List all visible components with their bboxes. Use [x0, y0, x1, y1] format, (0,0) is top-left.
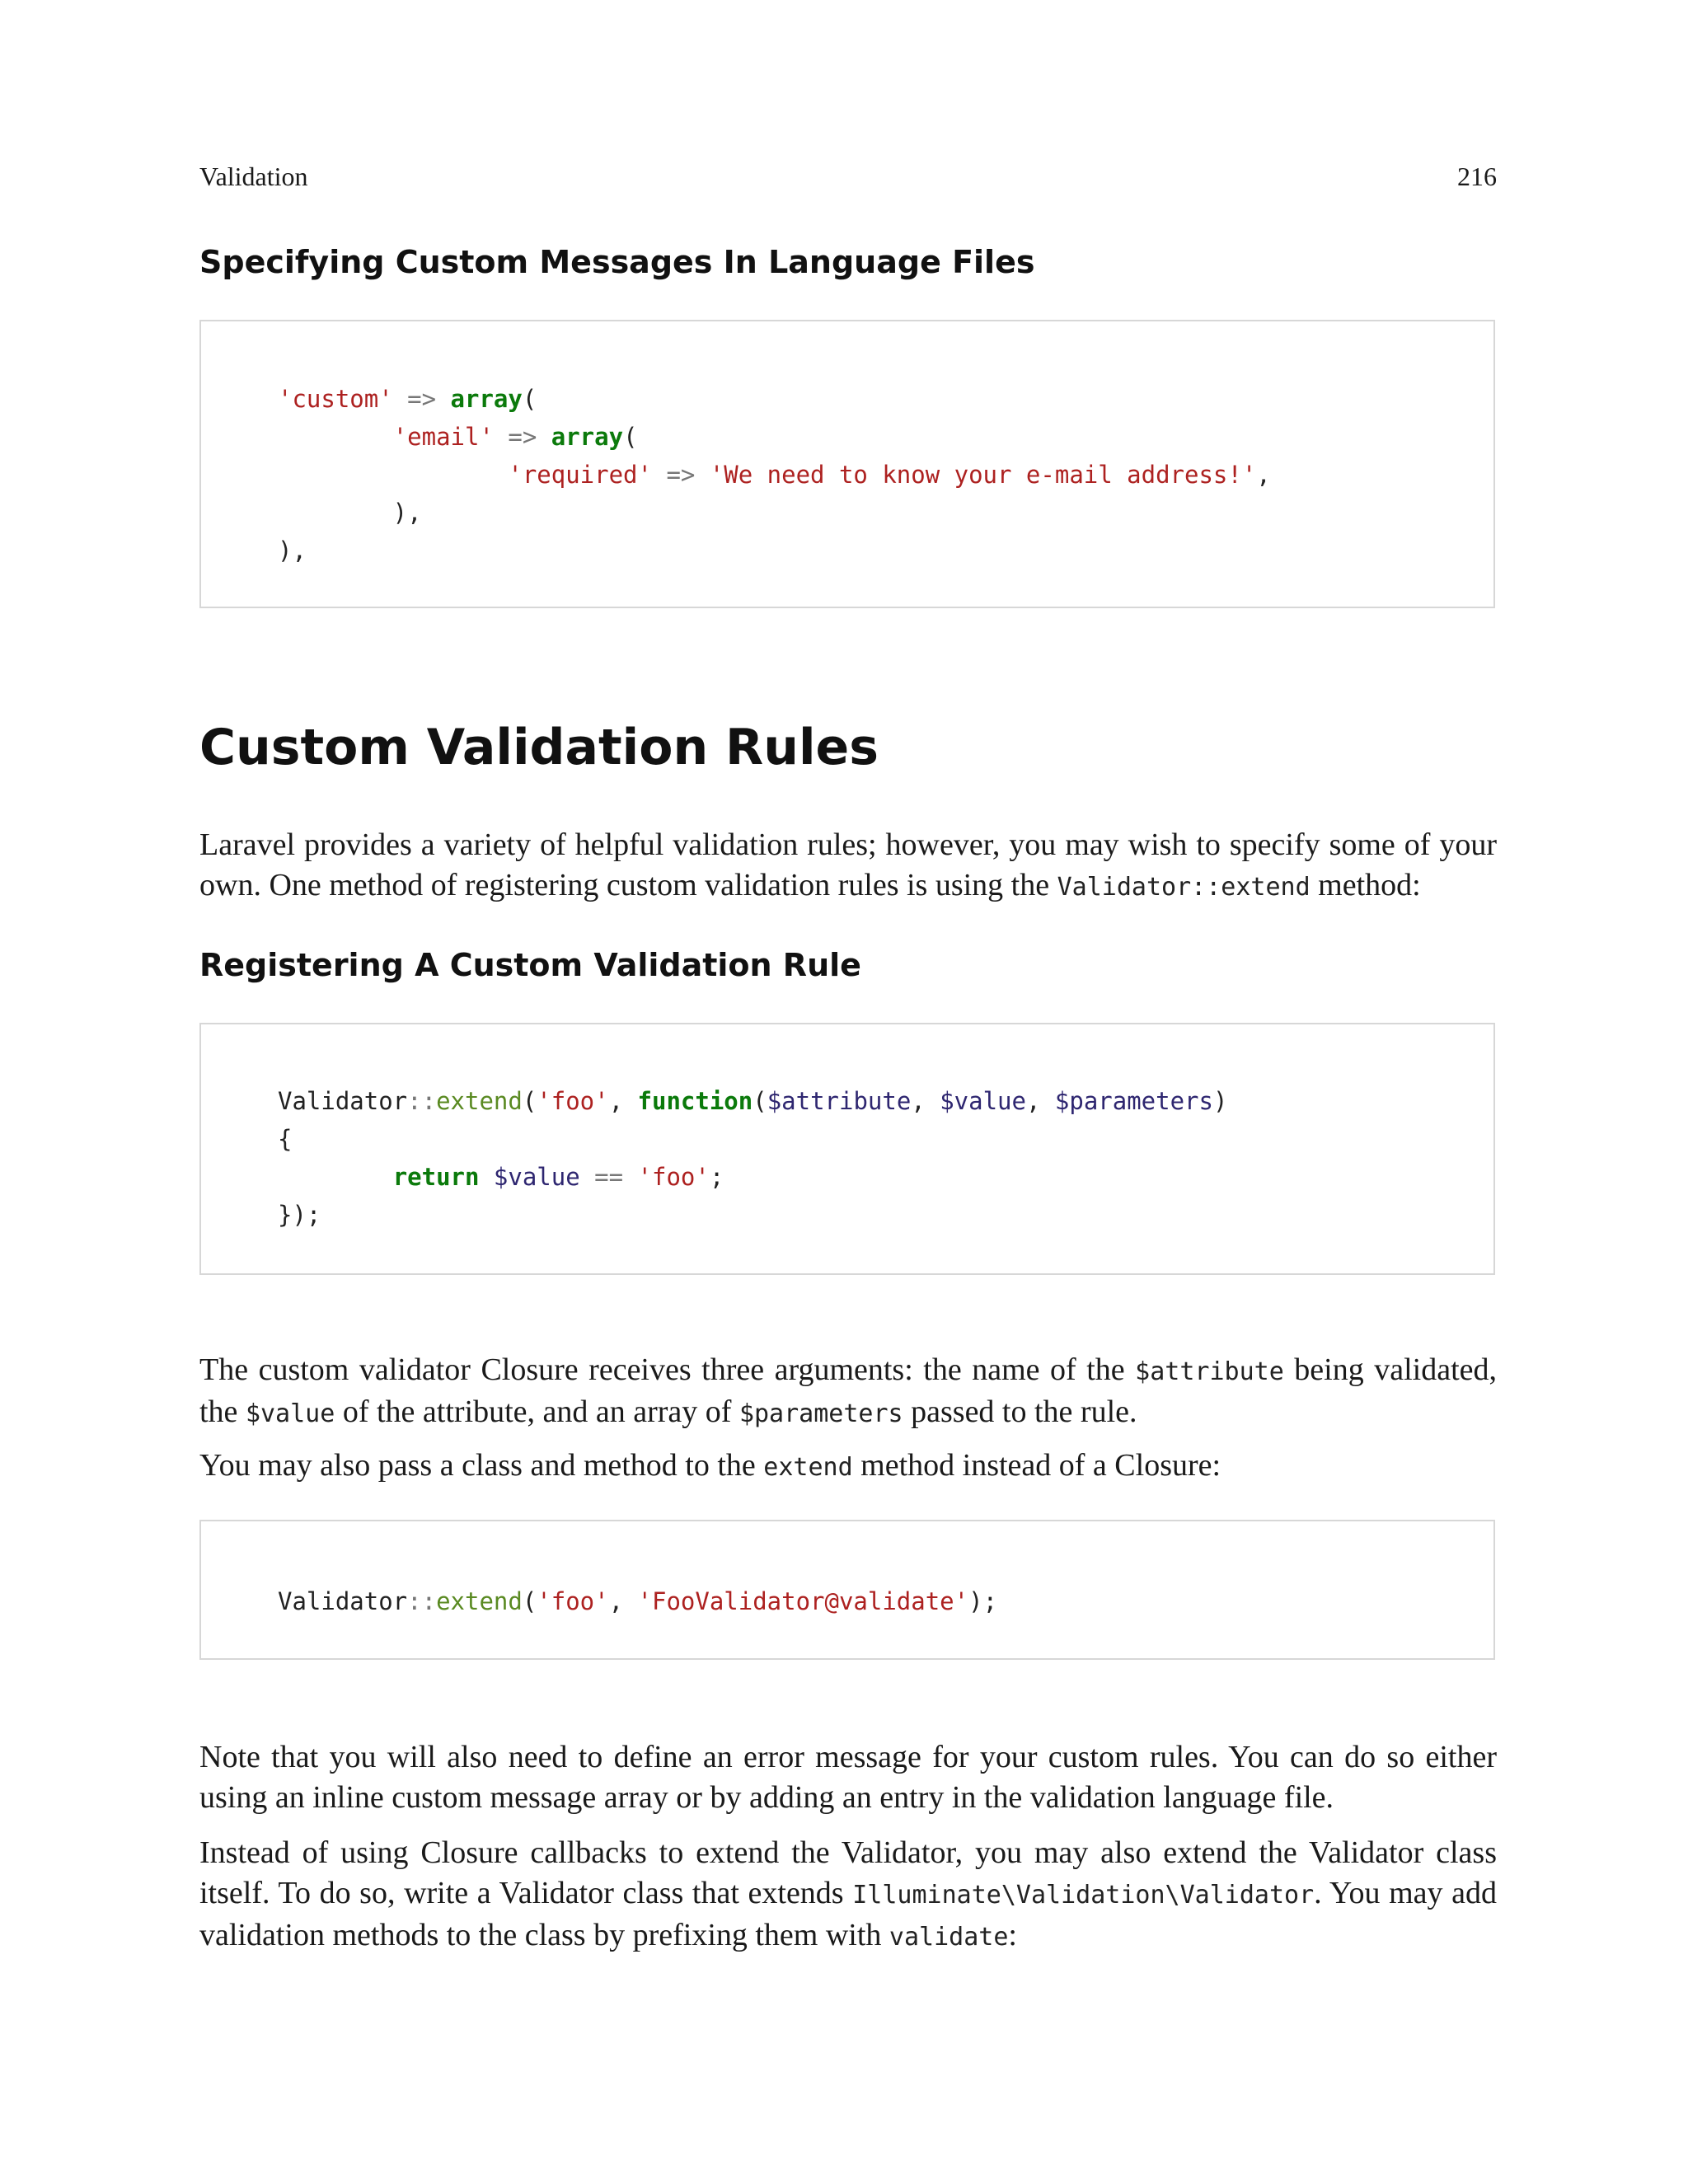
variable-token: $attribute — [767, 1087, 912, 1115]
plain-token: ), — [278, 499, 422, 527]
code-line — [278, 1120, 1227, 1158]
keyword-token: function — [637, 1087, 753, 1115]
code-block-language-files — [199, 320, 1495, 608]
inline-code: $attribute — [1135, 1357, 1284, 1386]
string-token: 'FooValidator@validate' — [637, 1587, 969, 1615]
inline-code: Validator::extend — [1057, 873, 1311, 902]
code-line — [278, 494, 1271, 532]
variable-token: $parameters — [1054, 1087, 1213, 1115]
chapter-title: Validation — [199, 162, 308, 191]
inline-code: $parameters — [738, 1399, 903, 1428]
code-line — [278, 532, 1271, 569]
plain-token — [580, 1163, 594, 1191]
plain-token — [537, 423, 551, 451]
plain-token: ( — [522, 385, 537, 413]
keyword-token: array — [551, 423, 624, 451]
plain-token: ( — [623, 423, 638, 451]
variable-token: $value — [940, 1087, 1026, 1115]
plain-token: ( — [753, 1087, 767, 1115]
plain-token — [278, 461, 508, 489]
paragraph-extend-validator-class: Instead of using Closure callbacks to extend the Validator, you may also extend the Validator class itself. To do so, write a Validator class that extends Illuminate\Validation\Validator. You may add validation methods to the class by prefixing them with validate: — [199, 1835, 1497, 1952]
plain-token: { — [278, 1125, 293, 1153]
string-token: 'foo' — [537, 1587, 609, 1615]
variable-token: $value — [493, 1163, 580, 1191]
plain-token — [479, 1163, 493, 1191]
string-token: 'required' — [508, 461, 652, 489]
code-line — [278, 418, 1271, 456]
code-content — [278, 380, 1271, 569]
code-block-class-method — [199, 1520, 1495, 1660]
code-line — [278, 380, 1271, 418]
operator-token: :: — [407, 1587, 437, 1615]
paragraph-intro: Laravel provides a variety of helpful validation rules; however, you may wish to specify some of your own. One method of registering custom validation rules is using the Validator::extend method: — [199, 827, 1497, 902]
plain-token: , — [1256, 461, 1271, 489]
section-heading-registering-rule: Registering A Custom Validation Rule — [199, 947, 861, 983]
section-heading-custom-messages: Specifying Custom Messages In Language Files — [199, 244, 1035, 280]
paragraph-class-method: You may also pass a class and method to the extend method instead of a Closure: — [199, 1448, 1221, 1483]
method-token: extend — [436, 1587, 523, 1615]
code-block-validator-extend — [199, 1023, 1495, 1275]
code-content — [278, 1582, 997, 1620]
string-token: 'custom' — [278, 385, 393, 413]
operator-token: => — [407, 385, 437, 413]
code-line — [278, 1196, 1227, 1234]
plain-token: ); — [968, 1587, 998, 1615]
inline-code: validate — [889, 1923, 1009, 1952]
code-line — [278, 1082, 1227, 1120]
plain-token: }); — [278, 1201, 321, 1229]
plain-token — [494, 423, 508, 451]
inline-code: extend — [763, 1453, 853, 1482]
plain-token: ( — [522, 1587, 537, 1615]
plain-token — [278, 423, 393, 451]
string-token: 'email' — [392, 423, 494, 451]
code-content — [278, 1082, 1227, 1234]
paragraph-error-message: Note that you will also need to define an error message for your custom rules. You can do so either using an inline custom message array or by adding an entry in the validation language file. — [199, 1740, 1497, 1815]
plain-token — [393, 385, 407, 413]
method-token: extend — [436, 1087, 523, 1115]
chapter-heading-custom-validation-rules: Custom Validation Rules — [199, 719, 879, 776]
operator-token: => — [508, 423, 537, 451]
plain-token — [695, 461, 709, 489]
plain-token: ), — [278, 537, 307, 565]
inline-code: $value — [245, 1399, 335, 1428]
plain-token: , — [608, 1087, 638, 1115]
string-token: 'foo' — [537, 1087, 609, 1115]
plain-token: , — [1025, 1087, 1055, 1115]
string-token: 'foo' — [637, 1163, 710, 1191]
plain-token: Validator — [278, 1587, 408, 1615]
code-line — [278, 1158, 1227, 1196]
page-number: 216 — [1457, 162, 1497, 191]
plain-token — [436, 385, 450, 413]
plain-token: , — [608, 1587, 638, 1615]
paragraph-closure-arguments: The custom validator Closure receives three arguments: the name of the $attribute being validated, the $value of the attribute, and an array of $parameters passed to the rule. — [199, 1352, 1497, 1429]
operator-token: => — [666, 461, 696, 489]
plain-token: ; — [709, 1163, 724, 1191]
plain-token: ( — [522, 1087, 537, 1115]
running-header — [199, 162, 1497, 192]
plain-token: Validator — [278, 1087, 408, 1115]
plain-token — [278, 1163, 393, 1191]
code-line — [278, 456, 1271, 494]
string-token: 'We need to know your e-mail address!' — [709, 461, 1257, 489]
keyword-token: return — [392, 1163, 480, 1191]
keyword-token: array — [450, 385, 523, 413]
code-line — [278, 1582, 997, 1620]
plain-token — [623, 1163, 637, 1191]
plain-token: ) — [1212, 1087, 1228, 1115]
operator-token: :: — [407, 1087, 437, 1115]
inline-code: Illuminate\Validation\Validator — [852, 1881, 1315, 1910]
plain-token: , — [911, 1087, 940, 1115]
operator-token: == — [594, 1163, 624, 1191]
plain-token — [652, 461, 666, 489]
